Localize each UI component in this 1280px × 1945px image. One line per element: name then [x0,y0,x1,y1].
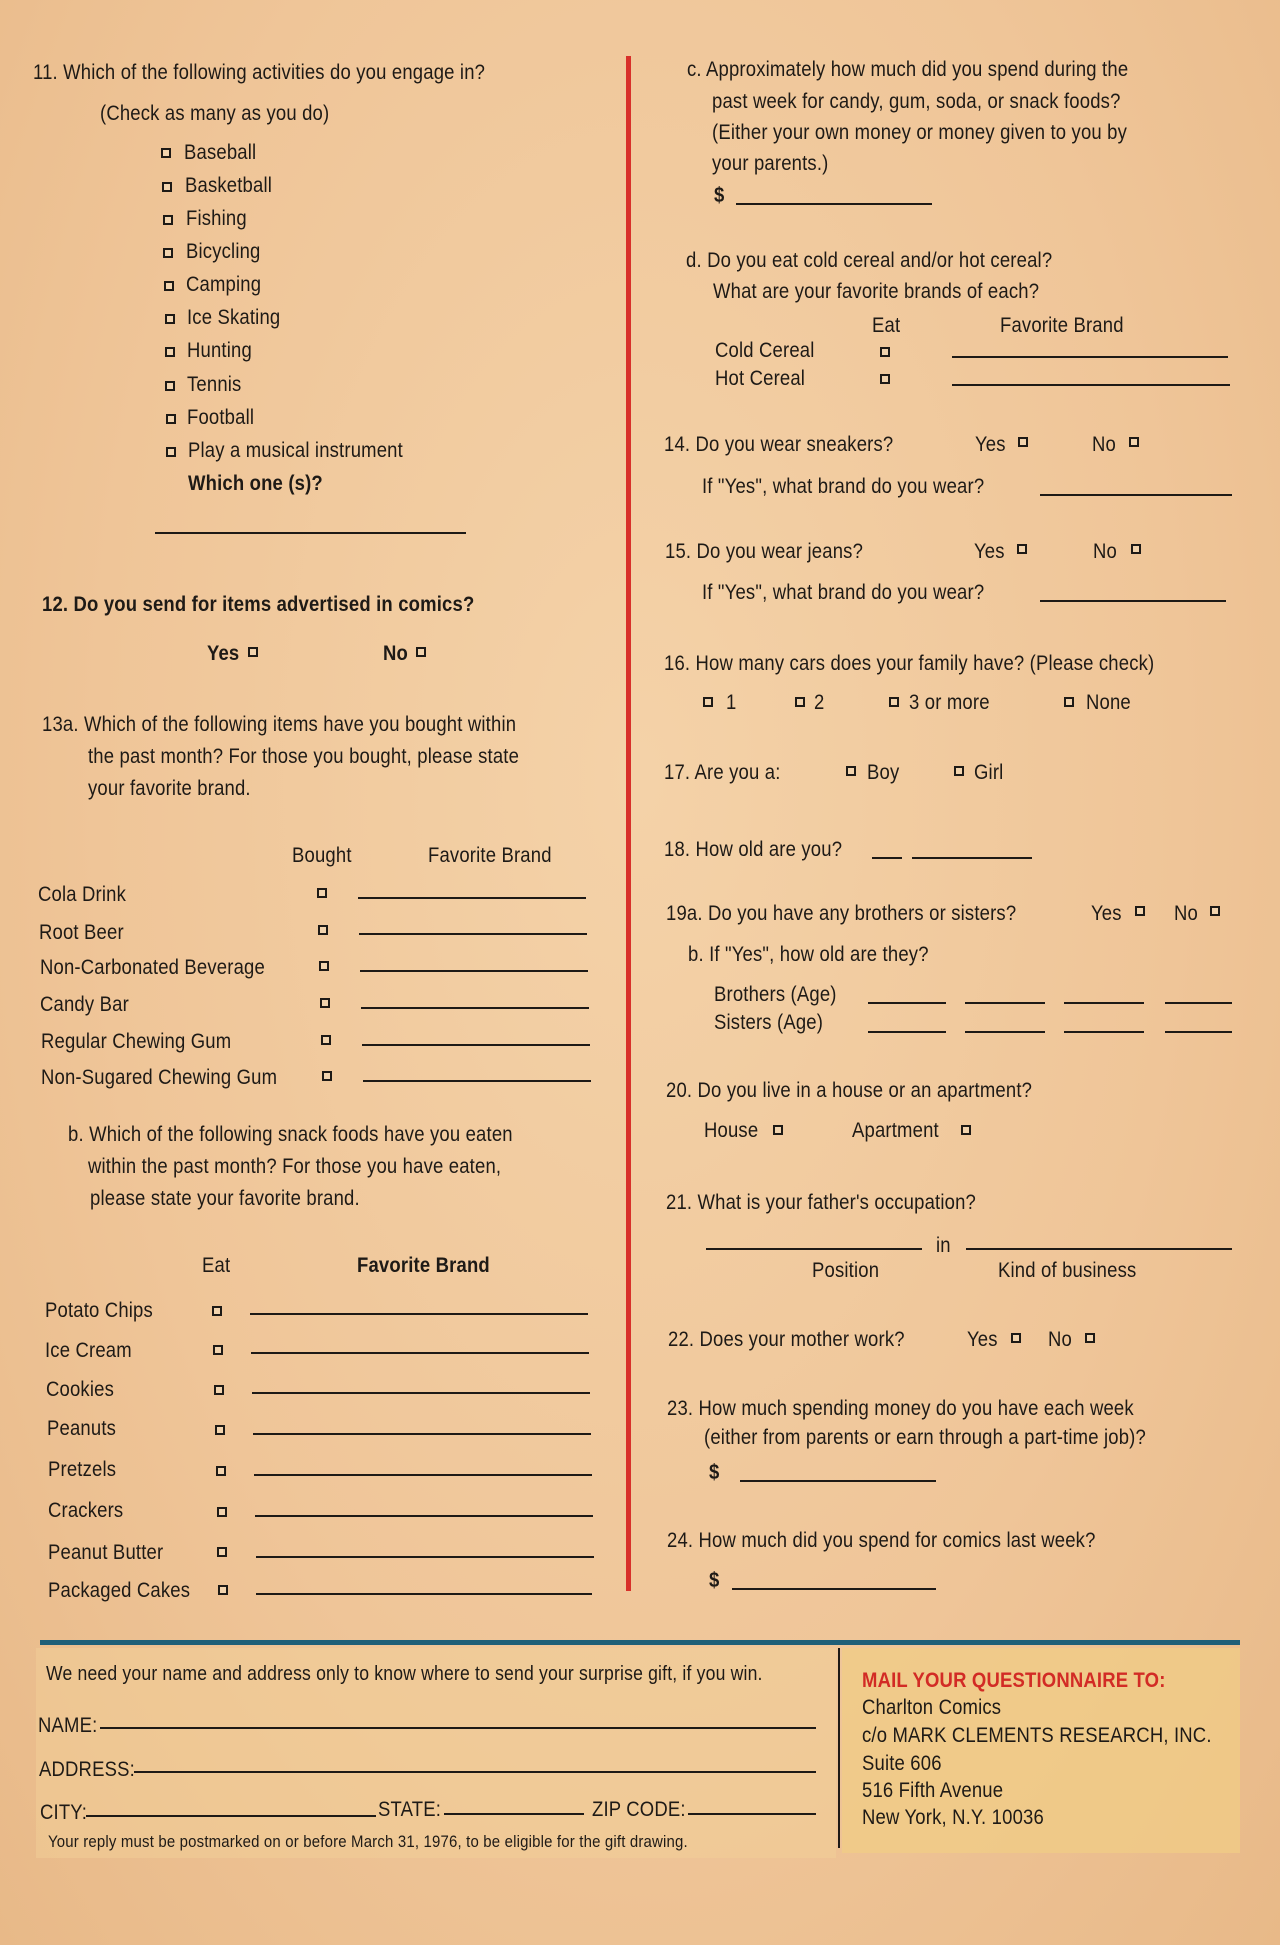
q13c-line1: c. Approximately how much did you spend during the [687,58,1129,81]
q13c-line3: (Either your own money or money given to you by [712,121,1128,144]
mail-address-line: Suite 606 [862,1752,942,1775]
mail-address-line: c/o MARK CLEMENTS RESEARCH, INC. [862,1724,1212,1747]
brother-age-field[interactable] [868,1002,946,1004]
checkbox-ice-skating[interactable] [165,314,175,324]
house-label: House [704,1119,759,1142]
yes-label: Yes [1091,902,1122,925]
checkbox-q14-no[interactable] [1129,437,1139,447]
zip-label: ZIP CODE: [592,1798,686,1821]
address-field[interactable] [134,1771,816,1773]
column-header-favorite-brand: Favorite Brand [1000,314,1124,337]
yes-label: Yes [975,433,1006,456]
checkbox-girl[interactable] [954,766,964,776]
snack-label: Cookies [46,1378,115,1401]
checkbox-camping[interactable] [164,281,174,291]
no-label: No [1048,1328,1072,1351]
checkbox-cars-none[interactable] [1064,697,1074,707]
postmark-notice: Your reply must be postmarked on or before March 31, 1976, to be eligible for the gift drawing. [48,1832,688,1851]
item-label: Regular Chewing Gum [41,1030,232,1053]
q16-title: 16. How many cars does your family have? (Please check) [664,652,1155,675]
q13b-title-line1: b. Which of the following snack foods have you eaten [68,1123,513,1146]
activity-label: Tennis [187,373,242,396]
column-divider [626,56,631,1591]
checkbox-apartment[interactable] [961,1125,971,1135]
no-label: No [1174,902,1198,925]
activity-label: Basketball [185,174,273,197]
q14-brand-field[interactable] [1040,494,1232,496]
q20-title: 20. Do you live in a house or an apartment? [666,1079,1033,1102]
footer-rule [40,1640,1240,1645]
q12-title: 12. Do you send for items advertised in comics? [42,593,475,616]
checkbox-bought[interactable] [322,1071,332,1081]
checkbox-q19-no[interactable] [1210,906,1220,916]
brothers-label: Brothers (Age) [714,983,837,1006]
brand-field[interactable] [363,1080,591,1082]
column-header-bought: Bought [292,844,352,867]
checkbox-q14-yes[interactable] [1018,437,1028,447]
checkbox-baseball[interactable] [161,148,171,158]
checkbox-q22-yes[interactable] [1011,1333,1021,1343]
checkbox-eat[interactable] [212,1306,222,1316]
activity-label: Ice Skating [187,306,281,329]
q15-follow: If "Yes", what brand do you wear? [702,581,985,604]
checkbox-q15-yes[interactable] [1017,544,1027,554]
q13c-line2: past week for candy, gum, soda, or snack foods? [712,90,1121,113]
brand-field[interactable] [254,1474,592,1476]
checkbox-cars-2[interactable] [795,697,805,707]
q14-title: 14. Do you wear sneakers? [664,433,894,456]
brother-age-field[interactable] [965,1002,1045,1004]
which-one-field[interactable] [155,532,466,534]
mail-heading: MAIL YOUR QUESTIONNAIRE TO: [862,1669,1166,1692]
kind-of-business-caption: Kind of business [998,1259,1137,1282]
brand-field[interactable] [255,1515,593,1517]
mail-address-line: New York, N.Y. 10036 [862,1806,1044,1829]
snack-label: Potato Chips [45,1299,153,1322]
brand-field[interactable] [256,1593,592,1595]
dollar-sign: $ [709,1461,720,1484]
checkbox-q15-no[interactable] [1131,544,1141,554]
checkbox-cold-cereal[interactable] [880,347,890,357]
activity-label: Hunting [187,339,252,362]
checkbox-tennis[interactable] [165,381,175,391]
brand-field[interactable] [360,970,588,972]
q21-title: 21. What is your father's occupation? [666,1191,976,1214]
name-label: NAME: [38,1714,98,1737]
yes-label: Yes [207,642,240,665]
city-label: CITY: [40,1801,88,1824]
checkbox-eat[interactable] [214,1385,224,1395]
snack-label: Peanut Butter [48,1541,164,1564]
item-label: Root Beer [39,921,124,944]
q15-brand-field[interactable] [1040,600,1226,602]
checkbox-hunting[interactable] [165,347,175,357]
dollar-sign: $ [714,184,725,207]
checkbox-q12-yes[interactable] [248,647,258,657]
yes-label: Yes [967,1328,998,1351]
sister-age-field[interactable] [1165,1031,1232,1033]
brand-field[interactable] [361,1007,589,1009]
q13c-amount-field[interactable] [736,203,932,205]
mail-address-line: Charlton Comics [862,1696,1002,1719]
q23-line1: 23. How much spending money do you have each week [667,1397,1134,1420]
option-label: 3 or more [909,691,990,714]
no-label: No [383,642,408,665]
q24-amount-field[interactable] [732,1588,936,1590]
checkbox-football[interactable] [166,414,176,424]
checkbox-bought[interactable] [321,1035,331,1045]
footer-intro: We need your name and address only to know where to send your surprise gift, if you win. [46,1663,763,1685]
q11-title: 11. Which of the following activities do you engage in? [33,61,486,84]
checkbox-musical-instrument[interactable] [166,447,176,457]
which-one-label: Which one (s)? [188,472,323,495]
brand-field[interactable] [952,356,1228,358]
address-label: ADDRESS: [39,1758,135,1781]
q15-title: 15. Do you wear jeans? [665,540,864,563]
q13a-title-line3: your favorite brand. [88,777,251,800]
yes-label: Yes [974,540,1005,563]
q17-title: 17. Are you a: [664,761,781,784]
q11-subtitle: (Check as many as you do) [100,102,330,125]
q14-follow: If "Yes", what brand do you wear? [702,475,985,498]
name-field[interactable] [100,1727,816,1729]
q22-title: 22. Does your mother work? [668,1328,905,1351]
q24-title: 24. How much did you spend for comics last week? [667,1529,1096,1552]
position-field[interactable] [706,1248,922,1250]
cereal-label: Hot Cereal [715,367,806,390]
activity-label: Bicycling [186,240,261,263]
brand-field[interactable] [250,1313,588,1315]
age-field-b[interactable] [912,857,1032,859]
checkbox-boy[interactable] [846,766,856,776]
checkbox-eat[interactable] [218,1585,228,1595]
no-label: No [1092,433,1116,456]
cereal-label: Cold Cereal [715,339,815,362]
boy-label: Boy [867,761,900,784]
q18-title: 18. How old are you? [664,838,843,861]
activity-label: Play a musical instrument [188,439,403,462]
brand-field[interactable] [253,1433,591,1435]
item-label: Non-Carbonated Beverage [40,956,265,979]
checkbox-hot-cereal[interactable] [880,374,890,384]
snack-label: Peanuts [47,1417,117,1440]
sister-age-field[interactable] [965,1031,1045,1033]
checkbox-cars-3-or-more[interactable] [889,697,899,707]
activity-label: Camping [186,273,262,296]
in-label: in [936,1234,951,1257]
snack-label: Ice Cream [45,1339,132,1362]
brand-field[interactable] [362,1044,590,1046]
checkbox-eat[interactable] [216,1466,226,1476]
snack-label: Packaged Cakes [48,1579,191,1602]
option-label: None [1086,691,1131,714]
zip-field[interactable] [688,1813,816,1815]
activity-label: Baseball [184,141,257,164]
apartment-label: Apartment [852,1119,939,1142]
position-caption: Position [812,1259,880,1282]
q13d-line1: d. Do you eat cold cereal and/or hot cereal? [686,249,1053,272]
column-header-favorite-brand: Favorite Brand [357,1254,490,1277]
checkbox-house[interactable] [773,1125,783,1135]
column-header-eat: Eat [202,1254,231,1277]
footer-divider [838,1648,840,1848]
q13b-title-line3: please state your favorite brand. [90,1187,360,1210]
q13c-line4: your parents.) [712,152,829,175]
dollar-sign: $ [709,1569,720,1592]
checkbox-q12-no[interactable] [416,647,426,657]
option-label: 1 [726,691,737,714]
checkbox-bicycling[interactable] [163,248,173,258]
checkbox-bought[interactable] [317,888,327,898]
checkbox-eat[interactable] [217,1507,227,1517]
item-label: Cola Drink [38,883,127,906]
q13a-title-line1: 13a. Which of the following items have you bought within [42,713,517,736]
kind-of-business-field[interactable] [966,1248,1232,1250]
brand-field[interactable] [359,933,587,935]
q13d-line2: What are your favorite brands of each? [713,280,1040,303]
brother-age-field[interactable] [1165,1002,1232,1004]
state-field[interactable] [444,1813,584,1815]
q19-title: 19a. Do you have any brothers or sisters? [666,902,1017,925]
age-field-a[interactable] [872,857,902,859]
snack-label: Crackers [48,1499,124,1522]
checkbox-bought[interactable] [320,998,330,1008]
column-header-eat: Eat [872,314,901,337]
checkbox-eat[interactable] [213,1345,223,1355]
sister-age-field[interactable] [1064,1031,1144,1033]
checkbox-bought[interactable] [319,961,329,971]
q13b-title-line2: within the past month? For those you have eaten, [88,1155,502,1178]
checkbox-basketball[interactable] [162,182,172,192]
checkbox-q22-no[interactable] [1085,1333,1095,1343]
item-label: Non-Sugared Chewing Gum [41,1066,278,1089]
state-label: STATE: [378,1798,442,1821]
q23-amount-field[interactable] [740,1480,936,1482]
activity-label: Fishing [186,207,247,230]
option-label: 2 [814,691,825,714]
mail-address-line: 516 Fifth Avenue [862,1779,1004,1802]
item-label: Candy Bar [40,993,129,1016]
q13a-title-line2: the past month? For those you bought, please state [88,745,520,768]
brother-age-field[interactable] [1064,1002,1144,1004]
sisters-label: Sisters (Age) [714,1011,824,1034]
no-label: No [1093,540,1117,563]
brand-field[interactable] [952,384,1230,386]
checkbox-fishing[interactable] [163,215,173,225]
snack-label: Pretzels [48,1458,117,1481]
girl-label: Girl [974,761,1004,784]
checkbox-eat[interactable] [217,1547,227,1557]
brand-field[interactable] [358,897,586,899]
checkbox-q19-yes[interactable] [1135,906,1145,916]
brand-field[interactable] [252,1392,590,1394]
q23-line2: (either from parents or earn through a part-time job)? [704,1426,1146,1449]
checkbox-eat[interactable] [215,1425,225,1435]
brand-field[interactable] [256,1556,594,1558]
checkbox-cars-1[interactable] [703,697,713,707]
checkbox-bought[interactable] [318,925,328,935]
column-header-favorite-brand: Favorite Brand [428,844,552,867]
activity-label: Football [187,406,255,429]
sister-age-field[interactable] [868,1031,946,1033]
q19-follow: b. If "Yes", how old are they? [688,943,929,966]
brand-field[interactable] [251,1352,589,1354]
city-field[interactable] [86,1815,376,1817]
